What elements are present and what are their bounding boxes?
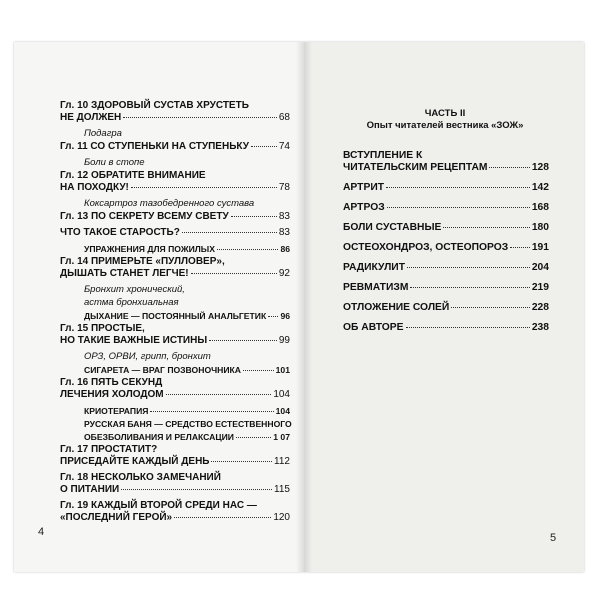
dot-leader [451,307,530,308]
toc-page-number: 219 [531,282,549,293]
toc-line [60,310,290,322]
toc-page-number: 120 [273,512,290,523]
toc-title: РУССКАЯ БАНЯ — СРЕДСТВО ЕСТЕСТВЕННОГО [84,419,292,429]
toc-entry [343,262,549,274]
toc-entry [60,418,290,430]
toc-title: КРИОТЕРАПИЯ [84,406,149,416]
toc-title: РАДИКУЛИТ [343,262,405,273]
toc-entry [60,444,290,468]
toc-title: Гл. 12 ОБРАТИТЕ ВНИМАНИЕ [60,170,206,181]
toc-page-number: 104 [273,389,290,400]
part-title: ЧАСТЬ II [424,108,466,119]
toc-title: ДЫХАНИЕ — ПОСТОЯННЫЙ АНАЛЬГЕТИК [84,311,267,321]
toc-line [60,335,290,347]
toc-line [60,268,290,280]
toc-title: Боли в стопе [84,157,145,168]
dot-leader [510,247,530,248]
toc-entry [60,364,290,376]
toc-page-number: 78 [278,182,290,193]
toc-title: ЧИТАТЕЛЬСКИМ РЕЦЕПТАМ [343,162,488,173]
toc-line [343,262,549,274]
toc-line [60,284,290,296]
toc-page-number: 142 [531,182,549,193]
toc-entry [60,500,290,524]
toc-title: Гл. 18 НЕСКОЛЬКО ЗАМЕЧАНИЙ [60,472,221,483]
toc-line [60,157,290,169]
toc-title: ОТЛОЖЕНИЕ СОЛЕЙ [343,302,450,313]
dot-leader [489,167,529,168]
toc-title: астма бронхиальная [84,297,179,308]
dot-leader [386,187,530,188]
toc-entry [60,351,290,363]
toc-entry [343,302,549,314]
toc-page-number: 104 [275,406,290,416]
toc-line [60,512,290,524]
toc-entry [60,472,290,496]
dot-leader [387,207,530,208]
toc-page-number: 112 [274,456,290,467]
toc-entry [60,227,290,239]
toc-title: ВСТУПЛЕНИЕ К [343,150,423,161]
toc-entry [60,323,290,347]
toc-entry [343,182,549,194]
toc-line [60,182,290,194]
toc-line [60,243,290,255]
toc-entry [60,211,290,223]
toc-entry [60,377,290,401]
toc-page-number: 83 [278,227,290,238]
toc-line [343,150,549,162]
toc-page-number: 228 [531,302,549,313]
part-subtitle: Опыт читателей вестника «ЗОЖ» [366,120,524,131]
left-page-number: 4 [38,526,45,538]
toc-title: Гл. 15 ПРОСТЫЕ, [60,323,145,334]
toc-line [60,100,290,112]
toc-title: ОСТЕОХОНДРОЗ, ОСТЕОПОРОЗ [343,242,509,253]
toc-page-number: 92 [278,268,290,279]
dot-leader [410,287,529,288]
right-page-number: 5 [550,532,557,544]
toc-line [60,323,290,335]
dot-leader [268,316,278,317]
part-heading [355,108,535,132]
toc-line [60,141,290,153]
toc-entry [343,222,549,234]
toc-title: Гл. 14 ПРИМЕРЬТЕ «ПУЛЛОВЕР», [60,256,225,267]
toc-title: АРТРОЗ [343,202,385,213]
toc-page-number: 83 [278,211,290,222]
toc-line [60,351,290,363]
dot-leader [191,273,277,274]
dot-leader [174,517,271,518]
toc-title: НО ТАКИЕ ВАЖНЫЕ ИСТИНЫ [60,335,208,346]
toc-page-number: 74 [278,141,290,152]
toc-line [60,198,290,210]
toc-entry [343,202,549,214]
dot-leader [121,489,272,490]
toc-title: УПРАЖНЕНИЯ ДЛЯ ПОЖИЛЫХ [84,244,215,254]
book-fold-shadow [296,42,312,572]
toc-page-number: 86 [280,244,290,254]
toc-title: ОБ АВТОРЕ [343,322,404,333]
toc-page-number: 99 [278,335,290,346]
toc-line [60,444,290,456]
toc-page-number: 68 [278,112,290,123]
toc-line [60,500,290,512]
toc-entry [60,100,290,124]
toc-entry [343,322,549,334]
toc-line [60,484,290,496]
toc-title: Гл. 10 ЗДОРОВЫЙ СУСТАВ ХРУСТЕТЬ [60,100,249,111]
toc-title: Гл. 16 ПЯТЬ СЕКУНД [60,377,163,388]
toc-entry [343,282,549,294]
toc-line [60,431,290,443]
toc-page-number: 115 [274,484,290,495]
toc-entry [60,256,290,280]
toc-line [60,128,290,140]
toc-page-number: 180 [531,222,549,233]
toc-line [60,170,290,182]
toc-entry [60,198,290,210]
toc-page-number: 101 [275,365,290,375]
toc-line [343,162,549,174]
toc-line [60,418,290,430]
dot-leader [443,227,529,228]
toc-title: СИГАРЕТА — ВРАГ ПОЗВОНОЧНИКА [84,365,241,375]
toc-title: Гл. 19 КАЖДЫЙ ВТОРОЙ СРЕДИ НАС — [60,500,257,511]
dot-leader [166,394,272,395]
toc-line [60,112,290,124]
toc-title: Бронхит хронический, [84,284,185,295]
toc-title: Подагра [84,128,122,139]
toc-line [343,222,549,234]
dot-leader [407,267,530,268]
toc-entry [343,242,549,254]
dot-leader [251,146,277,147]
toc-title: Гл. 13 ПО СЕКРЕТУ ВСЕМУ СВЕТУ [60,211,229,222]
toc-line [343,282,549,294]
dot-leader [231,216,277,217]
toc-page-number: 128 [531,162,549,173]
toc-line [343,302,549,314]
toc-entry [60,170,290,194]
toc-page-number: 168 [531,202,549,213]
toc-title: ЧТО ТАКОЕ СТАРОСТЬ? [60,227,180,238]
toc-page-number: 191 [531,242,549,253]
toc-page-number: 1 07 [273,432,290,442]
toc-title: О ПИТАНИИ [60,484,120,495]
toc-line [60,472,290,484]
dot-leader [236,437,271,438]
toc-page-number: 204 [531,262,549,273]
right-table-of-contents [343,150,549,342]
toc-title: РЕВМАТИЗМ [343,282,409,293]
toc-entry [60,431,290,443]
toc-entry [60,297,290,309]
toc-line [60,256,290,268]
dot-leader [209,340,277,341]
toc-title: АРТРИТ [343,182,385,193]
toc-entry [60,405,290,417]
toc-line [343,202,549,214]
toc-line [60,211,290,223]
toc-page-number: 96 [280,311,290,321]
dot-leader [182,232,277,233]
toc-title: ОБЕЗБОЛИВАНИЯ И РЕЛАКСАЦИИ [84,432,234,442]
toc-entry [60,310,290,322]
toc-title: НЕ ДОЛЖЕН [60,112,122,123]
dot-leader [217,249,278,250]
toc-entry [60,284,290,296]
toc-entry [343,150,549,174]
dot-leader [211,461,272,462]
toc-page-number: 238 [531,322,549,333]
toc-line [60,377,290,389]
toc-line [343,182,549,194]
toc-title: «ПОСЛЕДНИЙ ГЕРОЙ» [60,512,173,523]
toc-title: Гл. 11 СО СТУПЕНЬКИ НА СТУПЕНЬКУ [60,141,249,152]
dot-leader [243,370,274,371]
toc-line [60,364,290,376]
left-table-of-contents [60,100,290,528]
toc-line [343,242,549,254]
toc-title: БОЛИ СУСТАВНЫЕ [343,222,442,233]
dot-leader [131,187,277,188]
toc-line [343,322,549,334]
toc-title: ПРИСЕДАЙТЕ КАЖДЫЙ ДЕНЬ [60,456,210,467]
toc-line [60,227,290,239]
toc-entry [60,243,290,255]
toc-title: ДЫШАТЬ СТАНЕТ ЛЕГЧЕ! [60,268,189,279]
toc-title: ОРЗ, ОРВИ, грипп, бронхит [84,351,211,362]
toc-entry [60,157,290,169]
toc-title: Гл. 17 ПРОСТАТИТ? [60,444,158,455]
toc-entry [60,128,290,140]
toc-line [60,456,290,468]
dot-leader [123,117,277,118]
dot-leader [406,327,530,328]
toc-title: ЛЕЧЕНИЯ ХОЛОДОМ [60,389,164,400]
toc-title: Коксартроз тазобедренного сустава [84,198,255,209]
toc-line [60,389,290,401]
dot-leader [150,411,273,412]
toc-line [60,405,290,417]
toc-line [60,297,290,309]
toc-entry [60,141,290,153]
toc-title: НА ПОХОДКУ! [60,182,129,193]
